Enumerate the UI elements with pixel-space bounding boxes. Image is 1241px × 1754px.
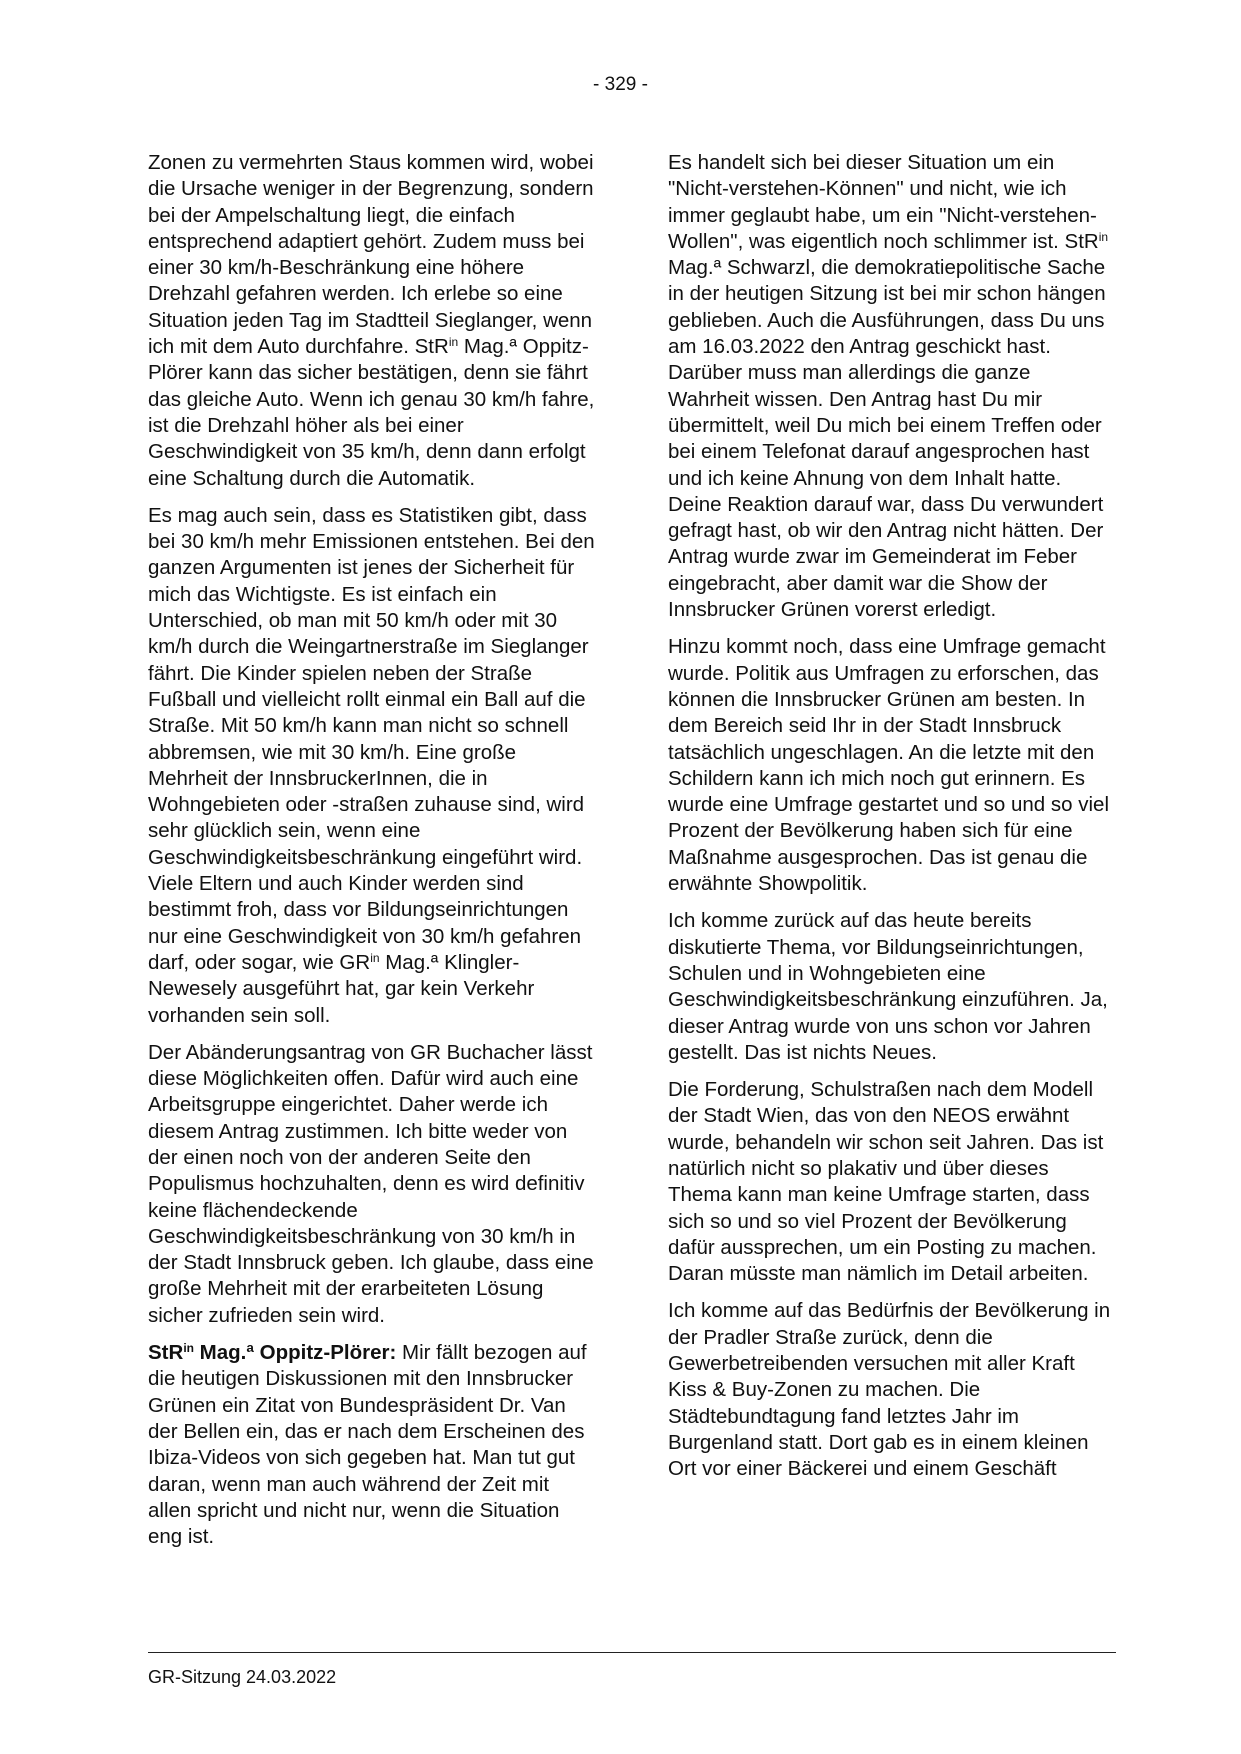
right-text-column [668,150,1116,1494]
paragraph: Die Forderung, Schulstraßen nach dem Modell der Stadt Wien, das von den NEOS erwähnt wurde, behandeln wir schon seit Jahren. Das ist natürlich nicht so plakativ und über dieses Thema kann man keine Umfrage starten, dass sich so und so viel Prozent der Bevölkerung dafür aussprechen, um ein Posting zu machen. Daran müsste man nämlich im Detail arbeiten. [668,1078,1104,1286]
paragraph: Hinzu kommt noch, dass eine Umfrage gemacht wurde. Politik aus Umfragen zu erforschen, das können die Innsbrucker Grünen am besten. In dem Bereich seid Ihr in der Stadt Innsbruck tatsächlich ungeschlagen. An die letzte mit den Schildern kann ich mich noch gut erinnern. Es wurde eine Umfrage gestartet und so und so viel Prozent der Bevölkerung haben sich für eine Maßnahme ausgesprochen. Das ist genau die erwähnte Showpolitik. [668,635,1110,896]
left-text-column [148,150,596,1561]
paragraph: Der Abänderungsantrag von GR Buchacher lässt diese Möglichkeiten offen. Dafür wird auch eine Arbeitsgruppe eingerichtet. Daher werde ich diesem Antrag zustimmen. Ich bitte weder von der einen noch von der anderen Seite den Populismus hochzuhalten, denn es wird definitiv keine flächendeckende Geschwindigkeitsbeschränkung von 30 km/h in der Stadt Innsbruck geben. Ich glaube, dass eine große Mehrheit mit der erarbeiteten Lösung sicher zufrieden sein wird. [148,1040,594,1327]
paragraph: Ich komme auf das Bedürfnis der Bevölkerung in der Pradler Straße zurück, denn die Gewerbetreibenden versuchen mit aller Kraft Kiss & Buy-Zonen zu machen. Die Städtebundtagung fand letztes Jahr im Burgenland statt. Dort gab es in einem kleinen Ort vor einer Bäckerei und einem Geschäft [668,1299,1111,1481]
paragraph: StR$^{in}$ Mag.ª Oppitz-Plörer: Mir fällt bezogen auf die heutigen Diskussionen mit den Innsbrucker Grünen ein Zitat von Bundespräsident Dr. Van der Bellen ein, das er nach dem Erscheinen des Ibiza-Videos von sich gegeben hat. Man tut gut daran, wenn man auch während der Zeit mit allen spricht und nicht nur, wenn die Situation eng ist. [148,1341,587,1549]
footer-session-date: GR-Sitzung 24.03.2022 [148,1667,337,1687]
paragraph: Es handelt sich bei dieser Situation um ein "Nicht-verstehen-Können" und nicht, wie ich immer geglaubt habe, um ein "Nicht-verstehen-Wollen", was eigentlich noch schlimmer ist. StR$^{in}$ Mag.ª Schwarzl, die demokratiepolitische Sache in der heutigen Sitzung ist bei mir schon hängen geblieben. Auch die Ausführungen, dass Du uns am 16.03.2022 den Antrag geschickt hast. Darüber muss man allerdings die ganze Wahrheit wissen. Den Antrag hast Du mir übermittelt, weil Du mich bei einem Treffen oder bei einem Telefonat darauf angesprochen hast und ich keine Ahnung von dem Inhalt hatte. Deine Reaktion darauf war, dass Du verwundert gefragt hast, ob wir den Antrag nicht hätten. Der Antrag wurde zwar im Gemeinderat im Feber eingebracht, aber damit war die Show der Innsbrucker Grünen vorerst erledigt. [668,151,1109,622]
speaker-name: StR$^{in}$ Mag.ª Oppitz-Plörer: [148,1341,397,1365]
page-number: - 329 - [593,74,648,95]
paragraph: Zonen zu vermehrten Staus kommen wird, wobei die Ursache weniger in der Begrenzung, sondern bei der Ampelschaltung liegt, die einfach entsprechend adaptiert gehört. Zudem muss bei einer 30 km/h-Beschränkung eine höhere Drehzahl gefahren werden. Ich erlebe so eine Situation jeden Tag im Stadtteil Sieglanger, wenn ich mit dem Auto durchfahre. StR$^{in}$ Mag.ª Oppitz-Plörer kann das sicher bestätigen, denn sie fährt das gleiche Auto. Wenn ich genau 30 km/h fahre, ist die Drehzahl höher als bei einer Geschwindigkeit von 35 km/h, denn dann erfolgt eine Schaltung durch die Automatik. [148,151,595,490]
footer-divider [148,1652,1116,1653]
paragraph: Ich komme zurück auf das heute bereits diskutierte Thema, vor Bildungseinrichtungen, Schulen und in Wohngebieten eine Geschwindigkeitsbeschränkung einzuführen. Ja, dieser Antrag wurde von uns schon vor Jahren gestellt. Das ist nichts Neues. [668,909,1108,1064]
paragraph: Es mag auch sein, dass es Statistiken gibt, dass bei 30 km/h mehr Emissionen entstehen. Bei den ganzen Argumenten ist jenes der Sicherheit für mich das Wichtigste. Es ist einfach ein Unterschied, ob man mit 50 km/h oder mit 30 km/h durch die Weingartnerstraße im Sieglanger fährt. Die Kinder spielen neben der Straße Fußball und vielleicht rollt einmal ein Ball auf die Straße. Mit 50 km/h kann man nicht so schnell abbremsen, wie mit 30 km/h. Eine große Mehrheit der InnsbruckerInnen, die in Wohngebieten oder -straßen zuhause sind, wird sehr glücklich sein, wenn eine Geschwindigkeitsbeschränkung eingeführt wird. Viele Eltern und auch Kinder werden sind bestimmt froh, dass vor Bildungseinrichtungen nur eine Geschwindigkeit von 30 km/h gefahren darf, oder sogar, wie $GR^{in}$ Mag.ª Klingler-Newesely ausgeführt hat, gar kein Verkehr vorhanden sein soll. [148,503,595,1027]
